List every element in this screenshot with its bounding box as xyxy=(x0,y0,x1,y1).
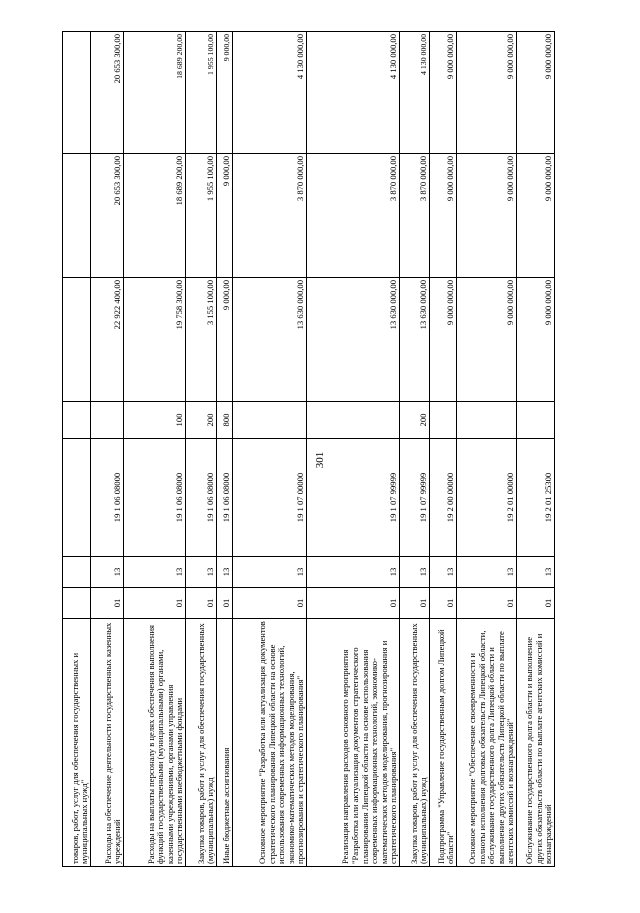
cell-razdel: 01 xyxy=(517,588,555,619)
cell-sum-2: 9 000 000,00 xyxy=(517,154,555,278)
cell-target-article xyxy=(63,439,91,557)
table-row xyxy=(457,32,517,867)
cell-target-article: 19 1 06 08000 xyxy=(186,439,217,557)
cell-razdel xyxy=(63,588,91,619)
table-row xyxy=(91,32,124,867)
cell-razdel: 01 xyxy=(430,588,457,619)
cell-sum-2: 1 955 100,00 xyxy=(186,154,217,278)
cell-target-article: 19 1 07 99999 xyxy=(400,439,430,557)
cell-expense-type xyxy=(91,402,124,439)
cell-expense-type xyxy=(430,402,457,439)
cell-name: Расходы на обеспечение деятельности государственных казенных учреждений xyxy=(91,619,124,867)
cell-sum-1 xyxy=(63,278,91,402)
cell-podrazdel: 13 xyxy=(430,557,457,588)
cell-sum-1: 13 630 000,00 xyxy=(233,278,307,402)
cell-name: Подпрограмма "Управление государственным долгом Липецкой области" xyxy=(430,619,457,867)
cell-razdel: 01 xyxy=(91,588,124,619)
cell-target-article: 19 1 06 08000 xyxy=(217,439,233,557)
table-row xyxy=(186,32,217,867)
table-row xyxy=(400,32,430,867)
table-row xyxy=(307,32,400,867)
cell-target-article: 19 1 07 99999 xyxy=(307,439,400,557)
cell-expense-type: 200 xyxy=(400,402,430,439)
cell-name: Реализация направления расходов основного мероприятия "Разработка или актуализация документов стратегического планирования Липецкой области на основе использования современных информационных технологий, экономико-математических методов моделирования, прогнозирования и стратегического планирования" xyxy=(307,619,400,867)
cell-sum-3: 9 000 000,00 xyxy=(517,32,555,154)
cell-sum-1: 9 000 000,00 xyxy=(457,278,517,402)
cell-name: Основное мероприятие "Разработка или актуализация документов стратегического планирования Липецкой области на основе использования современных информационных технологий, экономико-математических методов моделирования, прогнозирования и стратегического планирования" xyxy=(233,619,307,867)
cell-sum-1: 19 758 300,00 xyxy=(124,278,186,402)
cell-sum-2: 9 000 000,00 xyxy=(430,154,457,278)
table-row xyxy=(63,32,91,867)
cell-podrazdel: 13 xyxy=(186,557,217,588)
cell-podrazdel: 13 xyxy=(91,557,124,588)
cell-podrazdel: 13 xyxy=(233,557,307,588)
cell-sum-2 xyxy=(63,154,91,278)
rotated-table-container xyxy=(62,32,554,867)
cell-expense-type: 100 xyxy=(124,402,186,439)
cell-podrazdel: 13 xyxy=(307,557,400,588)
cell-sum-1: 9 000 000,00 xyxy=(517,278,555,402)
cell-name: Иные бюджетные ассигнования xyxy=(217,619,233,867)
cell-sum-2: 18 689 200,00 xyxy=(124,154,186,278)
cell-podrazdel xyxy=(63,557,91,588)
cell-sum-3: 9 000 000,00 xyxy=(457,32,517,154)
cell-razdel: 01 xyxy=(400,588,430,619)
page-number-text: 301 xyxy=(314,451,326,469)
cell-sum-2: 3 870 000,00 xyxy=(307,154,400,278)
cell-sum-2: 3 870 000,00 xyxy=(400,154,430,278)
cell-name: Обслуживание государственного долга области и выполнение других обязательств области по выплате агентских комиссий и вознаграждений xyxy=(517,619,555,867)
cell-podrazdel: 13 xyxy=(217,557,233,588)
budget-table xyxy=(62,31,555,867)
cell-sum-2: 9 000 000,00 xyxy=(457,154,517,278)
cell-name: Основное мероприятие "Обеспечение своевременности и полноты исполнения долговых обязательств Липецкой области, обслуживание государственного долга Липецкой области и выполнение других обязательств Липецкой области по выплате агентских комиссий и вознаграждений" xyxy=(457,619,517,867)
cell-expense-type xyxy=(457,402,517,439)
cell-sum-2: 9 000,00 xyxy=(217,154,233,278)
table-body xyxy=(63,32,555,867)
table-row xyxy=(517,32,555,867)
cell-sum-1: 13 630 000,00 xyxy=(400,278,430,402)
cell-expense-type xyxy=(63,402,91,439)
cell-razdel: 01 xyxy=(457,588,517,619)
table-row xyxy=(430,32,457,867)
cell-sum-1: 13 630 000,00 xyxy=(307,278,400,402)
cell-podrazdel: 13 xyxy=(517,557,555,588)
cell-expense-type xyxy=(233,402,307,439)
cell-sum-3: 1 955 100,00 xyxy=(186,32,217,154)
cell-expense-type: 200 xyxy=(186,402,217,439)
cell-sum-3: 9 000,00 xyxy=(217,32,233,154)
cell-name: товаров, работ, услуг для обеспечения государственных и муниципальных нужд" xyxy=(63,619,91,867)
cell-sum-3: 4 130 000,00 xyxy=(400,32,430,154)
table-row xyxy=(233,32,307,867)
cell-target-article: 19 1 06 08000 xyxy=(124,439,186,557)
cell-podrazdel: 13 xyxy=(400,557,430,588)
cell-target-article: 19 2 01 00000 xyxy=(457,439,517,557)
cell-razdel: 01 xyxy=(186,588,217,619)
cell-expense-type: 800 xyxy=(217,402,233,439)
cell-sum-2: 20 653 300,00 xyxy=(91,154,124,278)
cell-name: Закупка товаров, работ и услуг для обеспечения государственных (муниципальных) нужд xyxy=(400,619,430,867)
cell-expense-type xyxy=(517,402,555,439)
cell-podrazdel: 13 xyxy=(124,557,186,588)
cell-razdel: 01 xyxy=(217,588,233,619)
cell-podrazdel: 13 xyxy=(457,557,517,588)
cell-target-article: 19 2 01 25300 xyxy=(517,439,555,557)
cell-sum-3: 20 653 300,00 xyxy=(91,32,124,154)
cell-target-article: 19 1 06 08000 xyxy=(91,439,124,557)
cell-sum-1: 3 155 100,00 xyxy=(186,278,217,402)
cell-sum-3: 4 130 000,00 xyxy=(233,32,307,154)
cell-expense-type xyxy=(307,402,400,439)
cell-sum-3 xyxy=(63,32,91,154)
cell-sum-2: 3 870 000,00 xyxy=(233,154,307,278)
table-row xyxy=(217,32,233,867)
table-row xyxy=(124,32,186,867)
cell-sum-3: 18 689 200,00 xyxy=(124,32,186,154)
cell-target-article: 19 2 00 00000 xyxy=(430,439,457,557)
cell-sum-3: 9 000 000,00 xyxy=(430,32,457,154)
cell-name: Расходы на выплаты персоналу в целях обеспечения выполнения функций государственными (муниципальными) органами, казенными учреждениями, органами управления государственными внебюджетными фондами xyxy=(124,619,186,867)
cell-razdel: 01 xyxy=(124,588,186,619)
cell-name: Закупка товаров, работ и услуг для обеспечения государственных (муниципальных) нужд xyxy=(186,619,217,867)
cell-target-article: 19 1 07 00000 xyxy=(233,439,307,557)
cell-sum-1: 9 000,00 xyxy=(217,278,233,402)
cell-sum-1: 9 000 000,00 xyxy=(430,278,457,402)
cell-sum-3: 4 130 000,00 xyxy=(307,32,400,154)
cell-razdel: 01 xyxy=(307,588,400,619)
cell-razdel: 01 xyxy=(233,588,307,619)
cell-sum-1: 22 922 400,00 xyxy=(91,278,124,402)
